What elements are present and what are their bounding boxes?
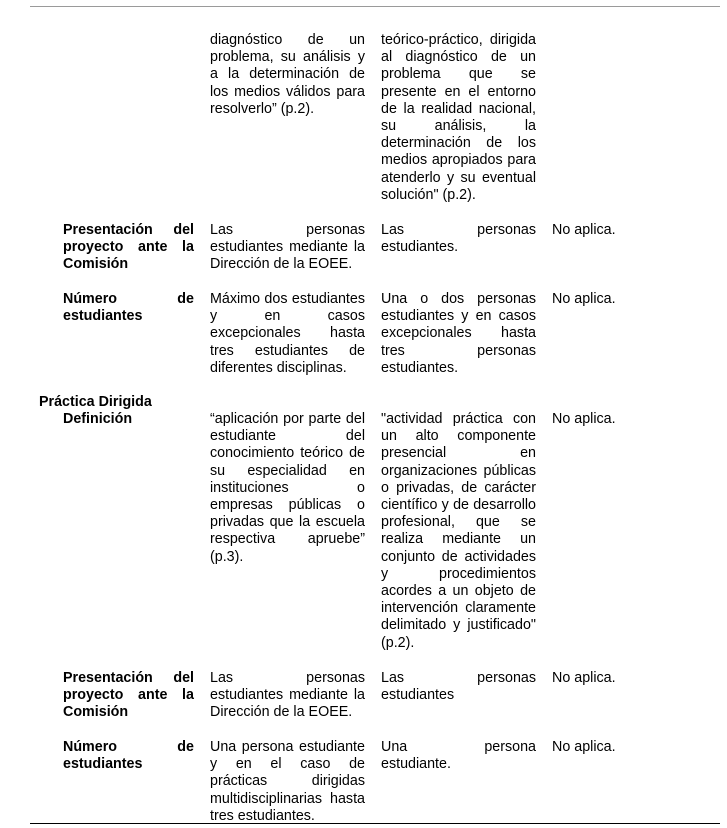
tfg-students-col4: No aplica.	[552, 291, 616, 307]
practica-presentation-label: Presentación del proyecto ante la Comisión	[63, 670, 194, 721]
practica-students-label: Número de estudiantes	[63, 739, 194, 773]
tfg-presentation-col3: Las personas estudiantes.	[381, 222, 536, 256]
tfg-presentation-col2: Las personas estudiantes mediante la Dirección de la EOEE.	[210, 222, 365, 273]
practica-definition-col2: “aplicación por parte del estudiante del conocimiento teórico de su especialidad en instituciones o empresas públicas o privadas que la escuela respectiva apruebe” (p.3).	[210, 411, 365, 565]
tfg-presentation-col4: No aplica.	[552, 222, 616, 238]
tfg-presentation-label: Presentación del proyecto ante la Comisión	[63, 222, 194, 273]
tfg-students-label: Número de estudiantes	[63, 291, 194, 325]
tfg-objective-col3: teórico-práctico, dirigida al diagnóstico de un problema que se presente en el entorno de la realidad nacional, su análisis, la determinación de los medios apropiados para atenderlo y su eventual solución" (p.2).	[381, 32, 536, 203]
practica-section-title: Práctica Dirigida	[39, 394, 152, 410]
practica-presentation-col3: Las personas estudiantes	[381, 670, 536, 704]
tfg-students-col3: Una o dos personas estudiantes y en casos excepcionales hasta tres personas estudiantes.	[381, 291, 536, 376]
practica-definition-label: Definición	[63, 411, 133, 427]
practica-presentation-col2: Las personas estudiantes mediante la Dirección de la EOEE.	[210, 670, 365, 721]
practica-students-col4: No aplica.	[552, 739, 616, 755]
practica-presentation-col4: No aplica.	[552, 670, 616, 686]
table-bottom-rule	[30, 823, 720, 824]
tfg-objective-col2: diagnóstico de un problema, su análisis y a la determinación de los medios válidos para resolverlo” (p.2).	[210, 32, 365, 117]
table-top-rule	[30, 6, 720, 7]
practica-definition-col4: No aplica.	[552, 411, 616, 427]
practica-definition-col3: "actividad práctica con un alto componente presencial en organizaciones públicas o privadas, de carácter científico y de desarrollo profesional, que se realiza mediante un conjunto de actividades y procedimientos acordes a un objeto de intervención claramente delimitado y justificado" (p.2).	[381, 411, 536, 651]
practica-students-col2: Una persona estudiante y en el caso de prácticas dirigidas multidisciplinarias hasta tres estudiantes.	[210, 739, 365, 824]
tfg-students-col2: Máximo dos estudiantes y en casos excepcionales hasta tres estudiantes de diferentes disciplinas.	[210, 291, 365, 376]
practica-students-col3: Una persona estudiante.	[381, 739, 536, 773]
